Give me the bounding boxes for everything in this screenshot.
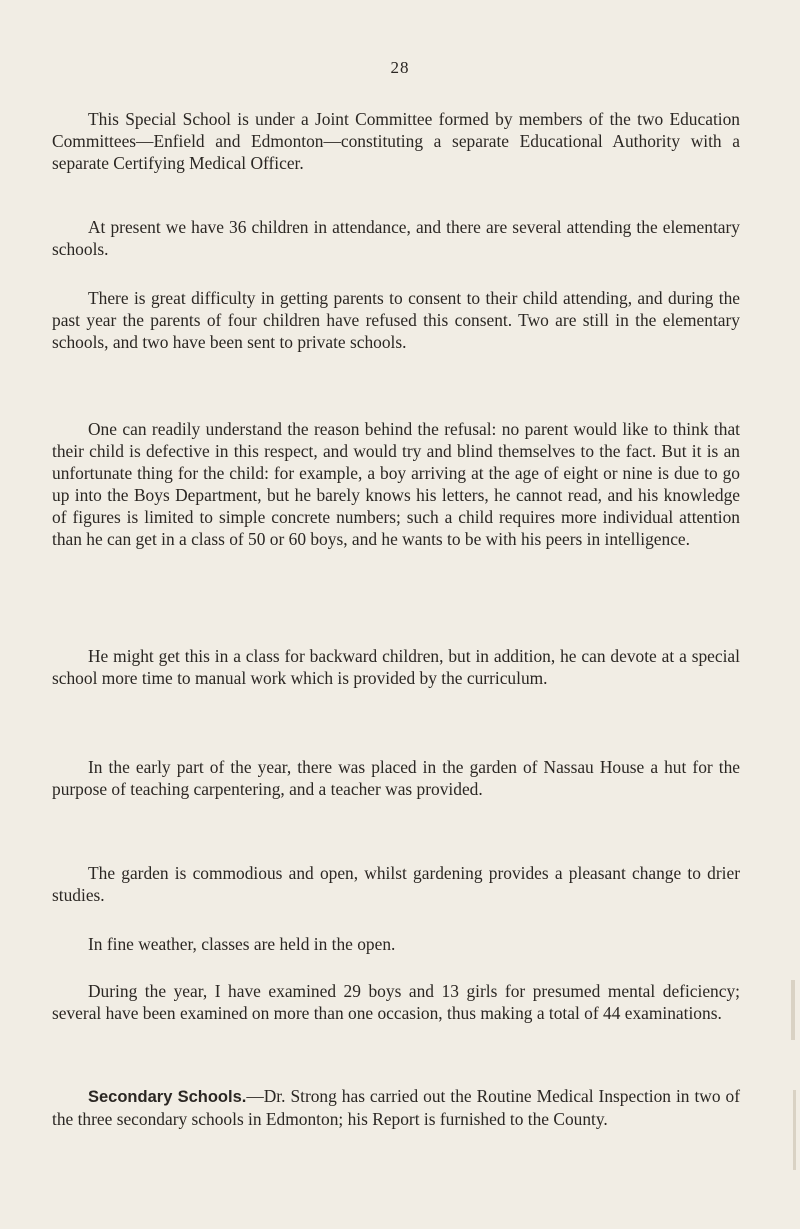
page-edge-shadow	[791, 980, 795, 1040]
paragraph-joint-committee: This Special School is under a Joint Committee formed by members of the two Education Committees—Enfield and Edmonton—constituting a separate Educational Authority with a separate Certifying Medical Officer.	[52, 109, 740, 173]
paragraph-garden: The garden is commodious and open, whilst gardening provides a pleasant change to drier studies.	[52, 863, 740, 905]
paragraph-open-air-classes: In fine weather, classes are held in the open.	[88, 934, 396, 954]
secondary-schools-heading: Secondary Schools.	[88, 1088, 247, 1106]
paragraph-secondary-schools	[52, 1085, 740, 1130]
paragraph-refusal-reason: One can readily understand the reason behind the refusal: no parent would like to think that their child is defective in this respect, and would try and blind themselves to the fact. But it is an unfortunate thing for the child: for example, a boy arriving at the age of eight or nine is due to go up into the Boys Department, but he barely knows his letters, he cannot read, and his knowledge of figures is limited to simple concrete numbers; such a child requires more individual attention than he can get in a class of 50 or 60 boys, and he wants to be with his peers in intelligence.	[52, 419, 740, 549]
page-edge-shadow	[793, 1090, 796, 1170]
paragraph-examinations: During the year, I have examined 29 boys and 13 girls for presumed mental deficiency; several have been examined on more than one occasion, thus making a total of 44 examinations.	[52, 981, 740, 1023]
secondary-schools-text: —Dr. Strong has carried out the Routine Medical Inspection in two of the three secondary schools in Edmonton; his Report is furnished to the County.	[52, 1086, 740, 1129]
paragraph-attendance: At present we have 36 children in attendance, and there are several attending the elementary schools.	[52, 217, 740, 259]
page-number: 28	[390, 58, 410, 77]
paragraph-parental-consent: There is great difficulty in getting parents to consent to their child attending, and during the past year the parents of four children have refused this consent. Two are still in the elementary schools, and two have been sent to private schools.	[52, 288, 740, 352]
paragraph-backward-children: He might get this in a class for backward children, but in addition, he can devote at a special school more time to manual work which is provided by the curriculum.	[52, 646, 740, 688]
paragraph-carpentry-hut: In the early part of the year, there was placed in the garden of Nassau House a hut for the purpose of teaching carpentering, and a teacher was provided.	[52, 757, 740, 799]
